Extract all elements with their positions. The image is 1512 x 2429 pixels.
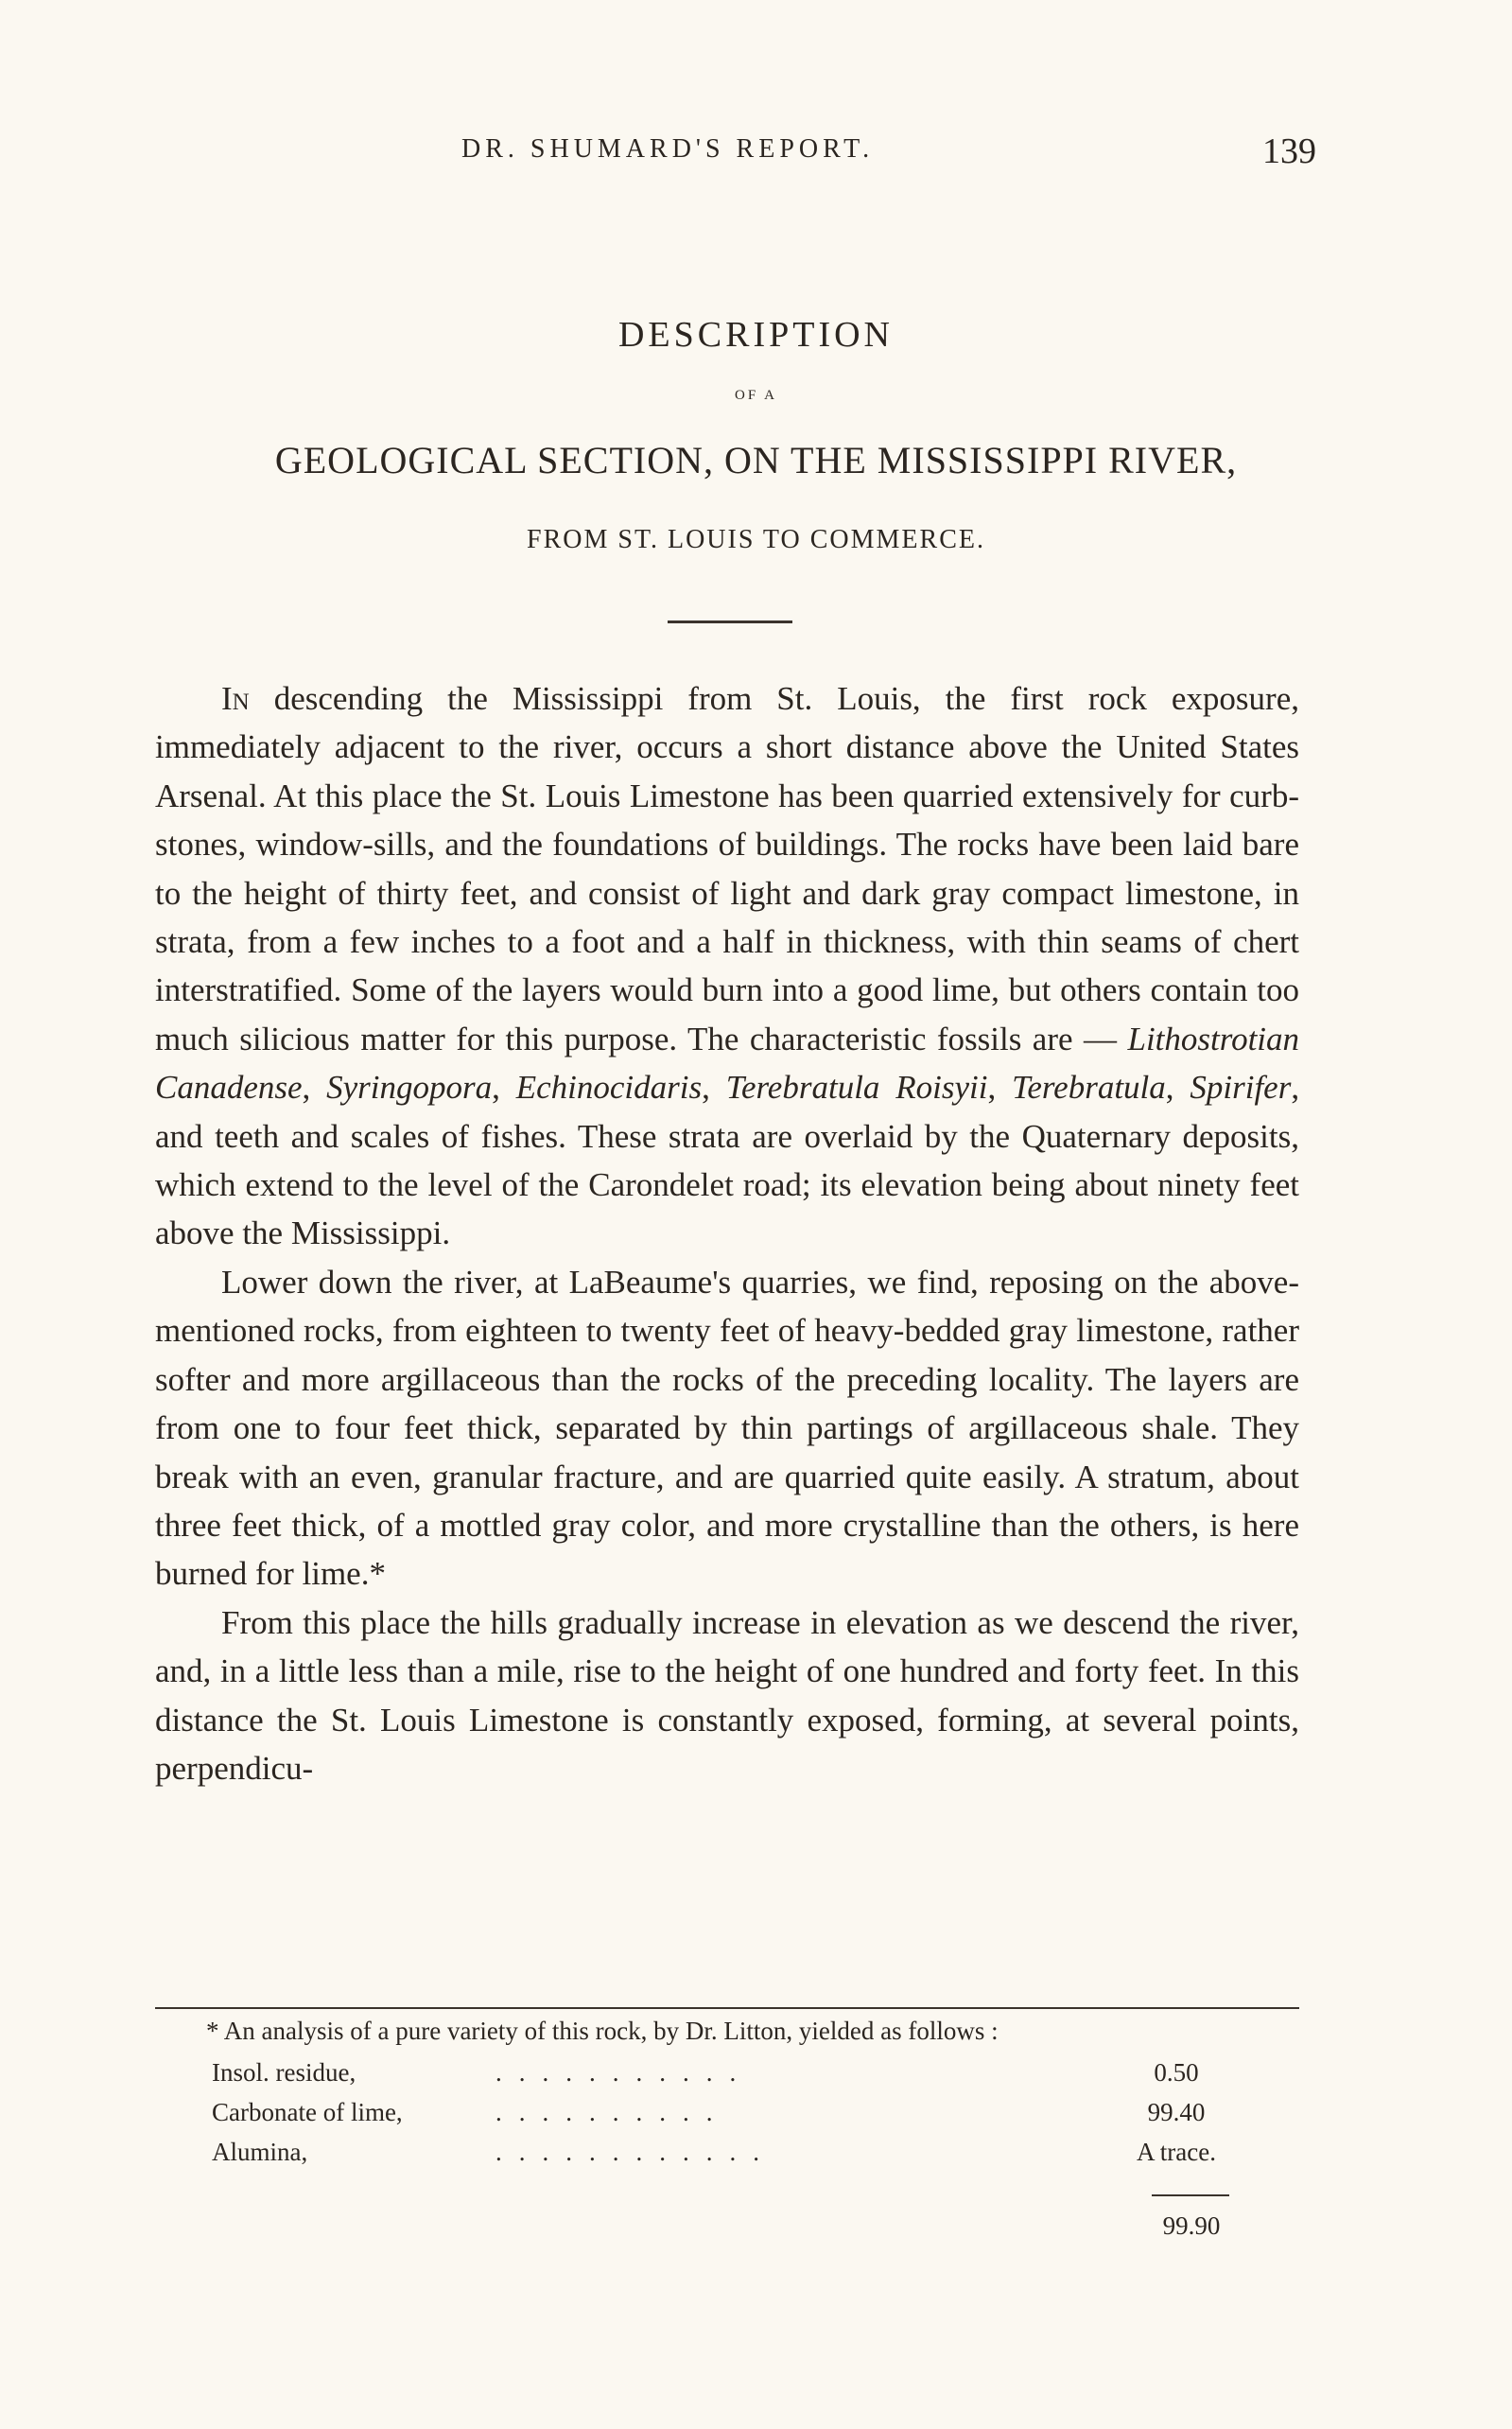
fossil-name: Syringopora (326, 1069, 493, 1107)
analysis-total: 99.90 (1162, 2211, 1221, 2240)
leader-dots: ........... (495, 2058, 754, 2087)
page-number: 139 (1262, 131, 1316, 171)
fossil-name: Echinocidaris (515, 1069, 703, 1107)
footnote-rule (155, 2007, 1299, 2009)
paragraph-1-text-b: , and teeth and scales of fishes. These strata are overlaid by the Quaternary deposits, which extend to the level of the Carondelet road; its elevation being about ninety feet above the Mississippi. (155, 1069, 1300, 1252)
paragraph-1: In descending the Mississippi from St. Louis, the first rock exposure, immediately adjacent to the river, occurs a short distance above the United States Arsenal. At this place the St. Louis Limestone has been quarried extensively for curb-stones, window-sills, and the foundations of buildings. The rocks have been laid bare to the height of thirty feet, and consist of light and dark gray compact limestone, in strata, from a few inches to a foot and a half in thickness, with thin seams of chert interstratified. Some of the layers would burn into a good lime, but others contain too much silicious matter for this purpose. The characteristic fossils are — Lithostrotian Canadense, Syringopora, Echinocidaris, Terebratula Roisyii, Terebratula, Spirifer, and teeth and scales of fishes. These strata are overlaid by the Quaternary deposits, which extend to the level of the Carondelet road; its elevation being about ninety feet above the Mississippi. (155, 680, 1300, 1252)
title-divider-rule (668, 620, 792, 623)
fossil-name: Spirifer (1190, 1069, 1292, 1107)
leader-dots: ............ (495, 2138, 776, 2166)
paragraph-lead-word: In (221, 680, 250, 717)
analysis-row (212, 2098, 1271, 2136)
analysis-label: Carbonate of lime, (212, 2098, 403, 2126)
footnote-intro: * An analysis of a pure variety of this rock, by Dr. Litton, yielded as follows : (206, 2017, 999, 2045)
fossil-name: Terebratula Roisyii (725, 1069, 988, 1107)
running-header (0, 131, 1512, 182)
fossil-name: Lithostrotian Canadense (155, 1020, 1300, 1107)
analysis-row (212, 2138, 1271, 2176)
analysis-value: 0.50 (1154, 2058, 1199, 2087)
analysis-label: Insol. residue, (212, 2058, 356, 2087)
analysis-value: A trace. (1137, 2138, 1216, 2166)
paragraph-2: Lower down the river, at LaBeaume's quarries, we find, reposing on the above-mentioned rocks, from eighteen to twenty feet of heavy-bedded gray limestone, rather softer and more argillaceous than the rocks of the preceding locality. The layers are from one to four feet thick, separated by thin partings of argillaceous shale. They break with an even, granular fracture, and are quarried quite easily. A stratum, about three feet thick, of a mottled gray color, and more crystalline than the others, is here burned for lime.* (155, 1263, 1299, 1593)
analysis-label: Alumina, (212, 2138, 308, 2166)
paragraph-3: From this place the hills gradually increase in elevation as we descend the river, and, in a little less than a mile, rise to the height of one hundred and forty feet. In this distance the St. Louis Limestone is constantly exposed, forming, at several points, perpendicu- (155, 1603, 1299, 1787)
analysis-value: 99.40 (1147, 2098, 1206, 2126)
analysis-row (212, 2058, 1271, 2096)
body-text (155, 674, 1299, 1792)
sum-rule (1152, 2194, 1229, 2196)
fossil-name: Terebratula (1012, 1069, 1166, 1107)
title-geological-section: GEOLOGICAL SECTION, ON THE MISSISSIPPI RIVER, (274, 439, 1238, 481)
running-title: DR. SHUMARD'S REPORT. (461, 134, 875, 164)
paragraph-1-text-a: descending the Mississippi from St. Louis, the first rock exposure, immediately adjacent to the river, occurs a short distance above the United States Arsenal. At this place the St. Louis Limestone has been quarried extensively for curb-stones, window-sills, and the foundations of buildings. The rocks have been laid bare to the height of thirty feet, and consist of light and dark gray compact limestone, in strata, from a few inches to a foot and a half in thickness, with thin seams of chert interstratified. Some of the layers would burn into a good lime, but others contain too much silicious matter for this purpose. The characteristic fossils are — (155, 680, 1299, 1057)
leader-dots: .......... (495, 2098, 730, 2126)
title-from-to: FROM ST. LOUIS TO COMMERCE. (527, 525, 985, 554)
title-of-a: OF A (735, 388, 777, 403)
title-description: DESCRIPTION (617, 315, 895, 355)
